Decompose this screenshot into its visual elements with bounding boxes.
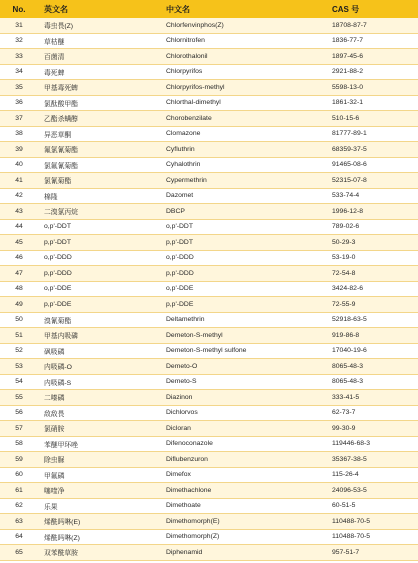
cell-chinese-name: Demeton-S-methyl sulfone (160, 343, 326, 359)
cell-english-name: 甲基毒死蜱 (38, 80, 160, 96)
cell-english-name: 敌敌畏 (38, 405, 160, 421)
cell-chinese-name: Chlorfenvinphos(Z) (160, 18, 326, 33)
table-row (0, 18, 418, 33)
cell-english-name: 除虫脲 (38, 452, 160, 468)
cell-chinese-name: o,p'-DDT (160, 219, 326, 235)
header-no: No. (0, 0, 38, 18)
cell-english-name: 二溴氯丙烷 (38, 204, 160, 220)
cell-chinese-name: Chlorpyrifos (160, 64, 326, 80)
cell-chinese-name: Dimethomorph(E) (160, 514, 326, 530)
table-row (0, 452, 418, 468)
cell-no: 44 (0, 219, 38, 235)
cell-english-name: 砜吸磷 (38, 343, 160, 359)
cell-no: 48 (0, 281, 38, 297)
cell-cas-number: 110488-70-5 (326, 529, 418, 545)
cell-chinese-name: Chorobenzilate (160, 111, 326, 127)
header-cas-number: CAS 号 (326, 0, 418, 18)
cell-chinese-name: Diazinon (160, 390, 326, 406)
header-chinese-name: 中文名 (160, 0, 326, 18)
cell-no: 50 (0, 312, 38, 328)
cell-english-name: p,p'-DDD (38, 266, 160, 282)
cell-chinese-name: Demeto-S (160, 374, 326, 390)
table-row (0, 126, 418, 142)
cell-english-name: 乙酯杀螨醇 (38, 111, 160, 127)
cell-english-name: 毒死蜱 (38, 64, 160, 80)
cell-cas-number: 8065-48-3 (326, 359, 418, 375)
cell-no: 40 (0, 157, 38, 173)
cell-cas-number: 50-29-3 (326, 235, 418, 251)
cell-chinese-name: Diphenamid (160, 545, 326, 561)
cell-chinese-name: Dimethoate (160, 498, 326, 514)
cell-no: 45 (0, 235, 38, 251)
table-row (0, 235, 418, 251)
table-row (0, 80, 418, 96)
cell-cas-number: 3424-82-6 (326, 281, 418, 297)
cell-chinese-name: Clomazone (160, 126, 326, 142)
cell-cas-number: 919-86-8 (326, 328, 418, 344)
cell-english-name: 苯醚甲环唑 (38, 436, 160, 452)
cell-cas-number: 99-30-9 (326, 421, 418, 437)
cell-no: 56 (0, 405, 38, 421)
cell-chinese-name: Chlorothalonil (160, 49, 326, 65)
header-english-name: 英文名 (38, 0, 160, 18)
table-row (0, 374, 418, 390)
cell-english-name: 烯酰吗啉(E) (38, 514, 160, 530)
cell-chinese-name: Demeto-O (160, 359, 326, 375)
cell-chinese-name: o,p'-DDD (160, 250, 326, 266)
cell-chinese-name: p,p'-DDD (160, 266, 326, 282)
cell-no: 65 (0, 545, 38, 561)
cell-english-name: 氯氰菊酯 (38, 173, 160, 189)
cell-chinese-name: Cypermethrin (160, 173, 326, 189)
cell-english-name: 棉隆 (38, 188, 160, 204)
cell-english-name: 氯氟氰菊酯 (38, 157, 160, 173)
cell-cas-number: 91465-08-6 (326, 157, 418, 173)
cell-chinese-name: Diflubenzuron (160, 452, 326, 468)
cell-chinese-name: Chlorpyrifos-methyl (160, 80, 326, 96)
table-row (0, 467, 418, 483)
cell-english-name: p,p'-DDE (38, 297, 160, 313)
cell-english-name: 溴氰菊酯 (38, 312, 160, 328)
cell-cas-number: 5598-13-0 (326, 80, 418, 96)
cell-chinese-name: DBCP (160, 204, 326, 220)
cell-english-name: o,p'-DDD (38, 250, 160, 266)
table-row (0, 142, 418, 158)
cell-chinese-name: Dimefox (160, 467, 326, 483)
table-row (0, 64, 418, 80)
table-row (0, 250, 418, 266)
cell-english-name: 内吸磷-O (38, 359, 160, 375)
table-row (0, 421, 418, 437)
cell-no: 62 (0, 498, 38, 514)
cell-no: 64 (0, 529, 38, 545)
cell-no: 31 (0, 18, 38, 33)
cell-english-name: 百菌清 (38, 49, 160, 65)
table-row (0, 328, 418, 344)
cell-no: 57 (0, 421, 38, 437)
cell-english-name: 噻喹净 (38, 483, 160, 499)
cell-no: 41 (0, 173, 38, 189)
cell-no: 39 (0, 142, 38, 158)
cell-cas-number: 53-19-0 (326, 250, 418, 266)
table-row (0, 343, 418, 359)
cell-cas-number: 60-51-5 (326, 498, 418, 514)
cell-chinese-name: o,p'-DDE (160, 281, 326, 297)
table-row (0, 436, 418, 452)
cell-english-name: 二嗪磷 (38, 390, 160, 406)
cell-english-name: 草枯醚 (38, 33, 160, 49)
cell-cas-number: 81777-89-1 (326, 126, 418, 142)
cell-english-name: 内吸磷-S (38, 374, 160, 390)
cell-chinese-name: Dichlorvos (160, 405, 326, 421)
cell-cas-number: 789-02-6 (326, 219, 418, 235)
cell-no: 60 (0, 467, 38, 483)
cell-cas-number: 110488-70-5 (326, 514, 418, 530)
cell-cas-number: 35367-38-5 (326, 452, 418, 468)
cell-cas-number: 72-54-8 (326, 266, 418, 282)
table-header (0, 0, 418, 18)
cell-english-name: 氟氯氰菊酯 (38, 142, 160, 158)
cell-cas-number: 1897-45-6 (326, 49, 418, 65)
cell-english-name: 毒虫畏(Z) (38, 18, 160, 33)
cell-chinese-name: Demeton-S-methyl (160, 328, 326, 344)
header-row (0, 0, 418, 18)
table-row (0, 545, 418, 561)
cell-cas-number: 1996-12-8 (326, 204, 418, 220)
cell-cas-number: 68359-37-5 (326, 142, 418, 158)
cell-cas-number: 333-41-5 (326, 390, 418, 406)
cell-no: 33 (0, 49, 38, 65)
cell-chinese-name: Dicloran (160, 421, 326, 437)
table-row (0, 157, 418, 173)
cell-cas-number: 17040-19-6 (326, 343, 418, 359)
cell-no: 61 (0, 483, 38, 499)
cell-cas-number: 24096-53-5 (326, 483, 418, 499)
table-row (0, 529, 418, 545)
cell-english-name: 氯酞酸甲酯 (38, 95, 160, 111)
cell-chinese-name: p,p'-DDE (160, 297, 326, 313)
cell-no: 35 (0, 80, 38, 96)
table-row (0, 483, 418, 499)
table-row (0, 33, 418, 49)
cell-english-name: o,p'-DDT (38, 219, 160, 235)
cell-no: 47 (0, 266, 38, 282)
cell-cas-number: 18708-87-7 (326, 18, 418, 33)
cell-no: 38 (0, 126, 38, 142)
cell-cas-number: 52918-63-5 (326, 312, 418, 328)
cell-no: 32 (0, 33, 38, 49)
cell-cas-number: 72-55-9 (326, 297, 418, 313)
cell-english-name: o,p'-DDE (38, 281, 160, 297)
table-row (0, 514, 418, 530)
cell-no: 59 (0, 452, 38, 468)
cell-cas-number: 62-73-7 (326, 405, 418, 421)
cell-english-name: 异恶草酮 (38, 126, 160, 142)
table-row (0, 49, 418, 65)
cell-no: 43 (0, 204, 38, 220)
cell-chinese-name: Chlornitrofen (160, 33, 326, 49)
cell-cas-number: 115-26-4 (326, 467, 418, 483)
table-row (0, 204, 418, 220)
cell-chinese-name: Cyhalothrin (160, 157, 326, 173)
cell-no: 52 (0, 343, 38, 359)
cell-no: 51 (0, 328, 38, 344)
cell-no: 34 (0, 64, 38, 80)
cell-cas-number: 8065-48-3 (326, 374, 418, 390)
cell-cas-number: 52315-07-8 (326, 173, 418, 189)
cell-chinese-name: Chlorthal-dimethyl (160, 95, 326, 111)
cell-english-name: 甲氟磷 (38, 467, 160, 483)
table-row (0, 95, 418, 111)
table-row (0, 111, 418, 127)
cell-cas-number: 510-15-6 (326, 111, 418, 127)
table-row (0, 297, 418, 313)
cell-cas-number: 1836-77-7 (326, 33, 418, 49)
table-row (0, 281, 418, 297)
cell-english-name: 氯硝胺 (38, 421, 160, 437)
table-row (0, 390, 418, 406)
table-row (0, 188, 418, 204)
cell-no: 36 (0, 95, 38, 111)
table-row (0, 498, 418, 514)
table-row (0, 266, 418, 282)
table-row (0, 405, 418, 421)
cell-no: 63 (0, 514, 38, 530)
cell-cas-number: 957-51-7 (326, 545, 418, 561)
cell-chinese-name: Deltamethrin (160, 312, 326, 328)
cell-no: 49 (0, 297, 38, 313)
cell-no: 54 (0, 374, 38, 390)
table-row (0, 312, 418, 328)
table-row (0, 219, 418, 235)
cell-chinese-name: Dimethomorph(Z) (160, 529, 326, 545)
cell-chinese-name: Cyfluthrin (160, 142, 326, 158)
cell-chinese-name: Dazomet (160, 188, 326, 204)
table-body (0, 18, 418, 560)
cell-chinese-name: Dimethachlone (160, 483, 326, 499)
cell-cas-number: 1861-32-1 (326, 95, 418, 111)
cell-no: 55 (0, 390, 38, 406)
table-row (0, 173, 418, 189)
cell-english-name: 双苯酰草胺 (38, 545, 160, 561)
cell-no: 58 (0, 436, 38, 452)
cell-cas-number: 533-74-4 (326, 188, 418, 204)
cell-english-name: p,p'-DDT (38, 235, 160, 251)
cell-cas-number: 119446-68-3 (326, 436, 418, 452)
cell-english-name: 烯酰吗啉(Z) (38, 529, 160, 545)
cell-chinese-name: Difenoconazole (160, 436, 326, 452)
cell-english-name: 乐果 (38, 498, 160, 514)
cell-no: 53 (0, 359, 38, 375)
cell-chinese-name: p,p'-DDT (160, 235, 326, 251)
cell-cas-number: 2921-88-2 (326, 64, 418, 80)
cell-english-name: 甲基内吸磷 (38, 328, 160, 344)
table-row (0, 359, 418, 375)
cell-no: 37 (0, 111, 38, 127)
cell-no: 42 (0, 188, 38, 204)
cell-no: 46 (0, 250, 38, 266)
